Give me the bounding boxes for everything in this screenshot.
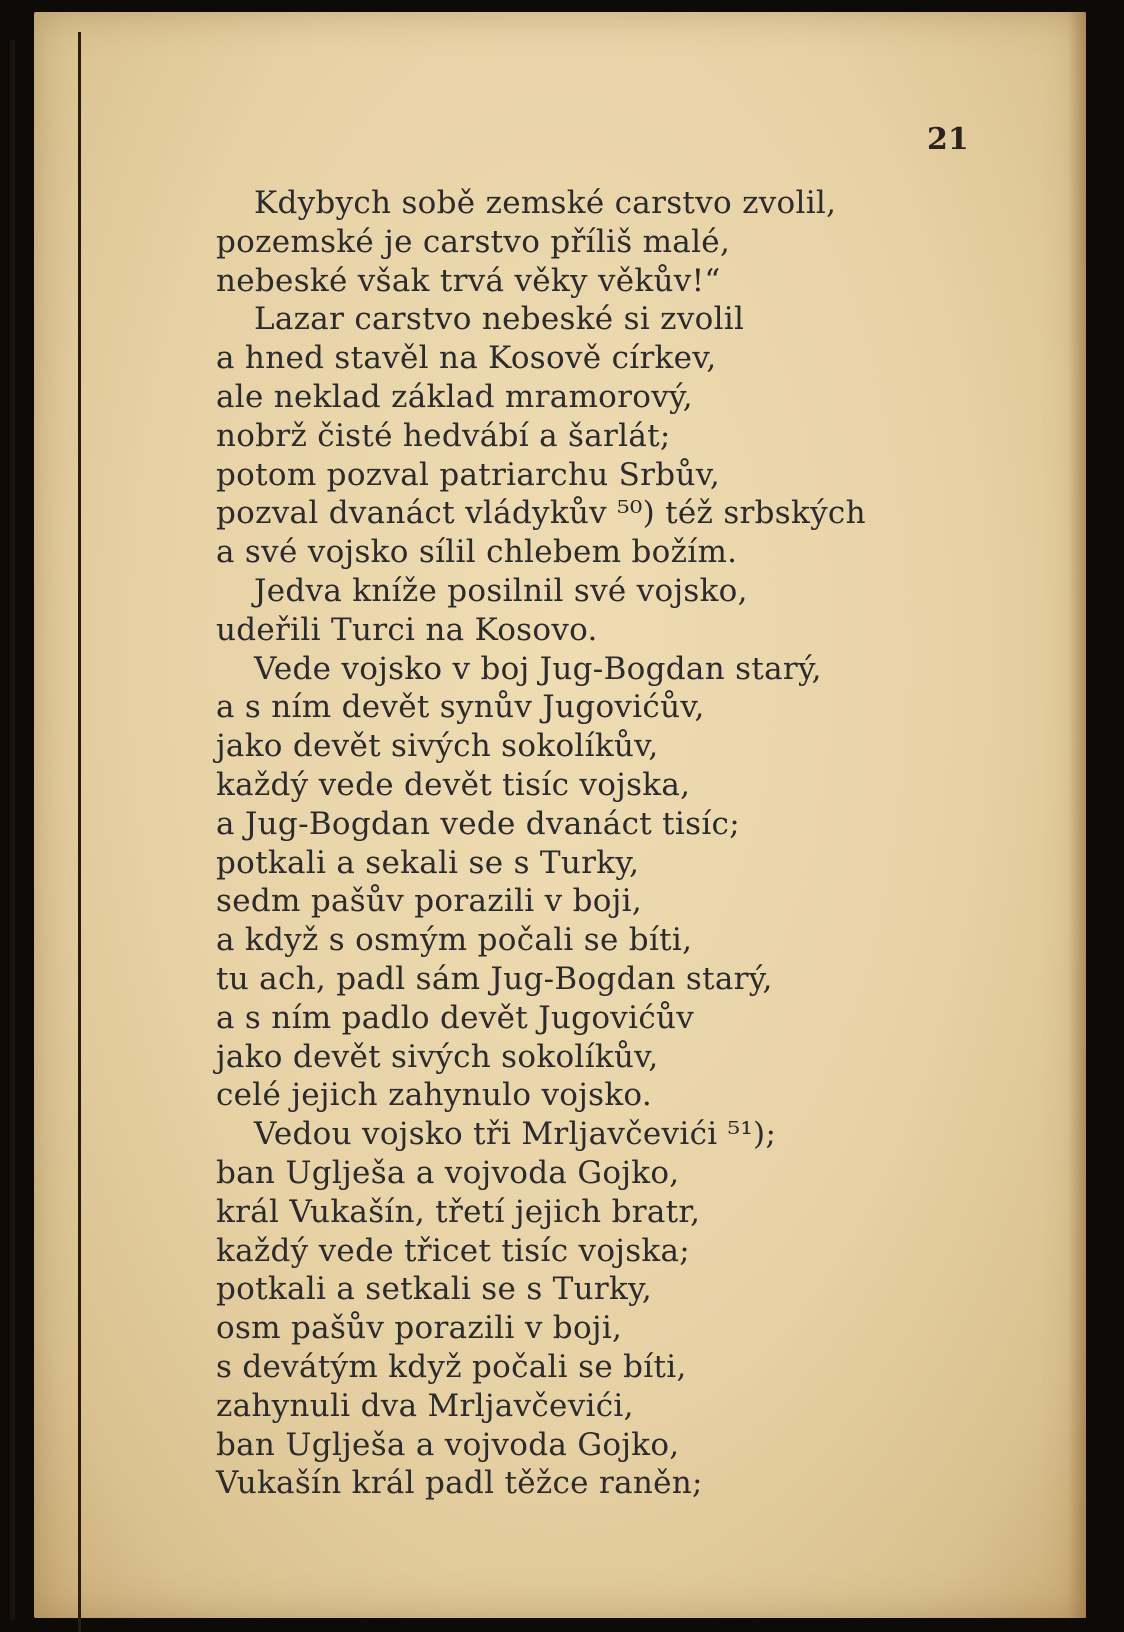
poem-line: a hned stavěl na Kosově církev, — [216, 340, 717, 377]
poem-line: zahynuli dva Mrljavčevići, — [216, 1387, 634, 1424]
book-page — [34, 12, 1086, 1618]
poem-line: a s ním padlo devět Jugovićův — [216, 999, 695, 1036]
poem-line: a s ním devět synův Jugovićův, — [216, 689, 705, 726]
poem-line: celé jejich zahynulo vojsko. — [216, 1077, 652, 1114]
poem-line: nobrž čisté hedvábí a šarlát; — [216, 417, 671, 454]
poem-line: každý vede třicet tisíc vojska; — [216, 1232, 691, 1269]
gutter-shadow — [78, 32, 81, 1632]
page-edge-shadow — [1068, 12, 1086, 1618]
poem-line: Kdybych sobě zemské carstvo zvolil, — [254, 185, 837, 221]
binding-edge — [10, 40, 15, 1620]
poem-line: potom pozval patriarchu Srbův, — [216, 456, 721, 493]
page-number: 21 — [927, 122, 969, 157]
poem-line: ale neklad základ mramorový, — [216, 378, 693, 415]
poem-text — [216, 184, 916, 1503]
poem-line: ban Uglješa a vojvoda Gojko, — [216, 1154, 680, 1191]
poem-line: jako devět sivých sokolíkův, — [216, 1038, 659, 1075]
poem-line: a když s osmým počali se bíti, — [216, 922, 693, 959]
poem-line: jako devět sivých sokolíkův, — [216, 728, 659, 765]
poem-line: Vede vojsko v boj Jug-Bogdan starý, — [254, 650, 822, 687]
poem-line: a své vojsko sílil chlebem božím. — [216, 534, 738, 571]
poem-line: potkali a setkali se s Turky, — [216, 1271, 652, 1308]
poem-line: potkali a sekali se s Turky, — [216, 844, 640, 881]
poem-line: tu ach, padl sám Jug-Bogdan starý, — [216, 960, 773, 997]
poem-line: nebeské však trvá věky věkův!“ — [216, 262, 721, 299]
poem-line: sedm pašův porazili v boji, — [216, 883, 643, 920]
poem-line: ban Uglješa a vojvoda Gojko, — [216, 1426, 680, 1463]
poem-line: Lazar carstvo nebeské si zvolil — [254, 301, 745, 338]
poem-line: každý vede devět tisíc vojska, — [216, 766, 691, 803]
poem-line: pozval dvanáct vládykův ⁵⁰) též srbských — [216, 495, 866, 532]
poem-line: a Jug-Bogdan vede dvanáct tisíc; — [216, 805, 740, 842]
poem-line: Jedva kníže posilnil své vojsko, — [254, 572, 748, 609]
poem-line: Vukašín král padl těžce raněn; — [216, 1465, 703, 1502]
poem-line: osm pašův porazili v boji, — [216, 1310, 623, 1347]
poem-line: pozemské je carstvo příliš malé, — [216, 223, 731, 260]
poem-line: Vedou vojsko tři Mrljavčevići ⁵¹); — [254, 1116, 777, 1153]
poem-line: s devátým když počali se bíti, — [216, 1348, 687, 1385]
poem-line: udeřili Turci na Kosovo. — [216, 611, 598, 648]
poem-line: král Vukašín, třetí jejich bratr, — [216, 1193, 701, 1230]
